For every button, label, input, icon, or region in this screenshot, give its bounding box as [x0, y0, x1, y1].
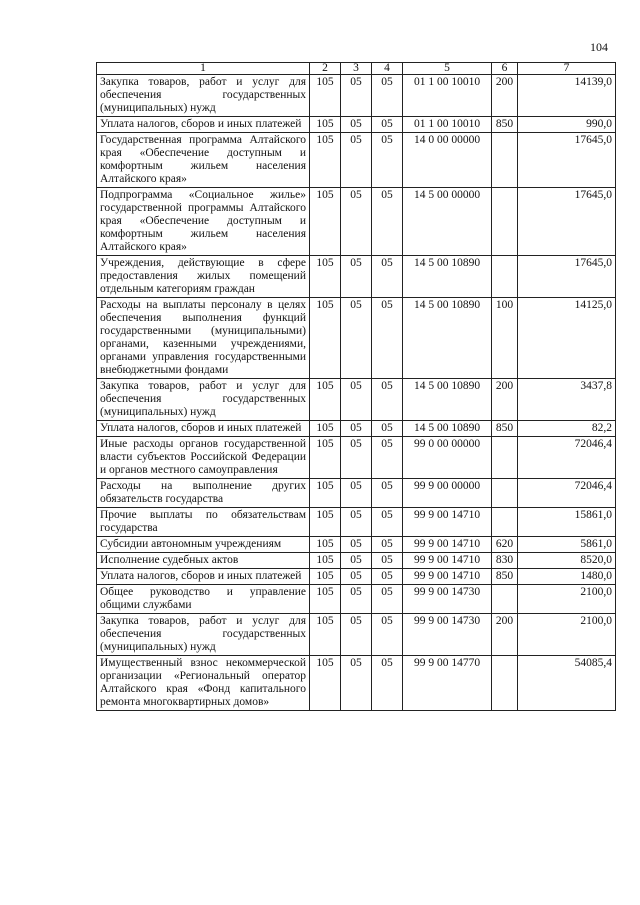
- amount-cell: 2100,0: [518, 614, 616, 656]
- target-article-cell: 99 9 00 14710: [403, 553, 492, 569]
- subsection-code-cell: 05: [372, 508, 403, 537]
- target-article-cell: 99 9 00 14710: [403, 508, 492, 537]
- section-code-cell: 05: [341, 553, 372, 569]
- ministry-code-cell: 105: [310, 569, 341, 585]
- expense-name-cell: Прочие выплаты по обязательствам государства: [97, 508, 310, 537]
- table-row: [97, 256, 616, 298]
- expense-name-cell: Расходы на выполнение других обязательств государства: [97, 479, 310, 508]
- table-row: [97, 508, 616, 537]
- expense-name-cell: Уплата налогов, сборов и иных платежей: [97, 117, 310, 133]
- ministry-code-cell: 105: [310, 117, 341, 133]
- target-article-cell: 99 0 00 00000: [403, 437, 492, 479]
- ministry-code-cell: 105: [310, 379, 341, 421]
- section-code-cell: 05: [341, 537, 372, 553]
- amount-cell: 1480,0: [518, 569, 616, 585]
- target-article-cell: 01 1 00 10010: [403, 75, 492, 117]
- expense-name-cell: Закупка товаров, работ и услуг для обеспечения государственных (муниципальных) нужд: [97, 75, 310, 117]
- target-article-cell: 99 9 00 14730: [403, 614, 492, 656]
- expense-type-cell: [492, 585, 518, 614]
- target-article-cell: 14 0 00 00000: [403, 133, 492, 188]
- table-row: [97, 553, 616, 569]
- expense-type-cell: [492, 133, 518, 188]
- subsection-code-cell: 05: [372, 75, 403, 117]
- table-row: [97, 75, 616, 117]
- amount-cell: 14125,0: [518, 298, 616, 379]
- column-number-row: [97, 63, 616, 75]
- ministry-code-cell: 105: [310, 437, 341, 479]
- table-row: [97, 188, 616, 256]
- amount-cell: 990,0: [518, 117, 616, 133]
- table-row: [97, 298, 616, 379]
- amount-cell: 54085,4: [518, 656, 616, 711]
- expense-name-cell: Уплата налогов, сборов и иных платежей: [97, 421, 310, 437]
- section-code-cell: 05: [341, 479, 372, 508]
- target-article-cell: 99 9 00 14710: [403, 537, 492, 553]
- expense-type-cell: [492, 656, 518, 711]
- section-code-cell: 05: [341, 421, 372, 437]
- ministry-code-cell: 105: [310, 553, 341, 569]
- section-code-cell: 05: [341, 256, 372, 298]
- ministry-code-cell: 105: [310, 188, 341, 256]
- page-number: 104: [590, 40, 608, 54]
- table-row: [97, 656, 616, 711]
- expense-name-cell: Государственная программа Алтайского края «Обеспечение доступным и комфортным жильем населения Алтайского края»: [97, 133, 310, 188]
- section-code-cell: 05: [341, 585, 372, 614]
- expense-type-cell: [492, 437, 518, 479]
- amount-cell: 14139,0: [518, 75, 616, 117]
- ministry-code-cell: 105: [310, 75, 341, 117]
- amount-cell: 82,2: [518, 421, 616, 437]
- table-row: [97, 537, 616, 553]
- amount-cell: 5861,0: [518, 537, 616, 553]
- ministry-code-cell: 105: [310, 133, 341, 188]
- target-article-cell: 14 5 00 10890: [403, 379, 492, 421]
- ministry-code-cell: 105: [310, 479, 341, 508]
- expense-type-cell: 850: [492, 117, 518, 133]
- expense-name-cell: Субсидии автономным учреждениям: [97, 537, 310, 553]
- section-code-cell: 05: [341, 75, 372, 117]
- subsection-code-cell: 05: [372, 117, 403, 133]
- section-code-cell: 05: [341, 437, 372, 479]
- expense-name-cell: Закупка товаров, работ и услуг для обеспечения государственных (муниципальных) нужд: [97, 614, 310, 656]
- subsection-code-cell: 05: [372, 569, 403, 585]
- expense-type-cell: 100: [492, 298, 518, 379]
- expense-name-cell: Иные расходы органов государственной власти субъектов Российской Федерации и органов местного самоуправления: [97, 437, 310, 479]
- section-code-cell: 05: [341, 508, 372, 537]
- subsection-code-cell: 05: [372, 298, 403, 379]
- target-article-cell: 14 5 00 10890: [403, 421, 492, 437]
- expense-type-cell: 200: [492, 614, 518, 656]
- expense-name-cell: Имущественный взнос некоммерческой организации «Региональный оператор Алтайского края «Фонд капитального ремонта многоквартирных домов»: [97, 656, 310, 711]
- subsection-code-cell: 05: [372, 553, 403, 569]
- expense-type-cell: 830: [492, 553, 518, 569]
- budget-table: [96, 62, 616, 711]
- subsection-code-cell: 05: [372, 188, 403, 256]
- ministry-code-cell: 105: [310, 421, 341, 437]
- column-header: 4: [372, 63, 403, 75]
- subsection-code-cell: 05: [372, 437, 403, 479]
- target-article-cell: 99 9 00 14730: [403, 585, 492, 614]
- amount-cell: 17645,0: [518, 133, 616, 188]
- expense-name-cell: Расходы на выплаты персоналу в целях обеспечения выполнения функций государственными (муниципальными) органами, казенными учреждениями, органами управления государственными внебюджетными фондами: [97, 298, 310, 379]
- column-header: 7: [518, 63, 616, 75]
- column-header: 3: [341, 63, 372, 75]
- subsection-code-cell: 05: [372, 479, 403, 508]
- expense-type-cell: 200: [492, 75, 518, 117]
- ministry-code-cell: 105: [310, 256, 341, 298]
- section-code-cell: 05: [341, 656, 372, 711]
- subsection-code-cell: 05: [372, 256, 403, 298]
- section-code-cell: 05: [341, 117, 372, 133]
- section-code-cell: 05: [341, 188, 372, 256]
- amount-cell: 15861,0: [518, 508, 616, 537]
- expense-type-cell: [492, 508, 518, 537]
- expense-name-cell: Подпрограмма «Социальное жилье» государственной программы Алтайского края «Обеспечение доступным и комфортным жильем населения Алтайского края»: [97, 188, 310, 256]
- ministry-code-cell: 105: [310, 585, 341, 614]
- target-article-cell: 99 9 00 14710: [403, 569, 492, 585]
- section-code-cell: 05: [341, 614, 372, 656]
- target-article-cell: 14 5 00 10890: [403, 256, 492, 298]
- table-row: [97, 614, 616, 656]
- amount-cell: 17645,0: [518, 256, 616, 298]
- column-header: 6: [492, 63, 518, 75]
- target-article-cell: 14 5 00 00000: [403, 188, 492, 256]
- expense-type-cell: [492, 479, 518, 508]
- section-code-cell: 05: [341, 569, 372, 585]
- subsection-code-cell: 05: [372, 585, 403, 614]
- table-row: [97, 117, 616, 133]
- section-code-cell: 05: [341, 379, 372, 421]
- expense-type-cell: [492, 188, 518, 256]
- expense-type-cell: 850: [492, 569, 518, 585]
- table-row: [97, 437, 616, 479]
- table-row: [97, 569, 616, 585]
- amount-cell: 72046,4: [518, 437, 616, 479]
- expense-type-cell: 620: [492, 537, 518, 553]
- ministry-code-cell: 105: [310, 298, 341, 379]
- subsection-code-cell: 05: [372, 614, 403, 656]
- expense-name-cell: Закупка товаров, работ и услуг для обеспечения государственных (муниципальных) нужд: [97, 379, 310, 421]
- target-article-cell: 14 5 00 10890: [403, 298, 492, 379]
- section-code-cell: 05: [341, 298, 372, 379]
- subsection-code-cell: 05: [372, 379, 403, 421]
- target-article-cell: 99 9 00 00000: [403, 479, 492, 508]
- amount-cell: 8520,0: [518, 553, 616, 569]
- ministry-code-cell: 105: [310, 614, 341, 656]
- table-row: [97, 585, 616, 614]
- expense-type-cell: 200: [492, 379, 518, 421]
- expense-name-cell: Учреждения, действующие в сфере предоставления жилых помещений отдельным категориям граждан: [97, 256, 310, 298]
- column-header: 2: [310, 63, 341, 75]
- subsection-code-cell: 05: [372, 656, 403, 711]
- expense-name-cell: Уплата налогов, сборов и иных платежей: [97, 569, 310, 585]
- subsection-code-cell: 05: [372, 133, 403, 188]
- expense-name-cell: Исполнение судебных актов: [97, 553, 310, 569]
- amount-cell: 3437,8: [518, 379, 616, 421]
- table-row: [97, 421, 616, 437]
- section-code-cell: 05: [341, 133, 372, 188]
- subsection-code-cell: 05: [372, 537, 403, 553]
- amount-cell: 2100,0: [518, 585, 616, 614]
- target-article-cell: 99 9 00 14770: [403, 656, 492, 711]
- ministry-code-cell: 105: [310, 656, 341, 711]
- column-header: 1: [97, 63, 310, 75]
- expense-type-cell: 850: [492, 421, 518, 437]
- amount-cell: 17645,0: [518, 188, 616, 256]
- target-article-cell: 01 1 00 10010: [403, 117, 492, 133]
- ministry-code-cell: 105: [310, 537, 341, 553]
- table-row: [97, 133, 616, 188]
- expense-name-cell: Общее руководство и управление общими службами: [97, 585, 310, 614]
- table-row: [97, 479, 616, 508]
- expense-type-cell: [492, 256, 518, 298]
- amount-cell: 72046,4: [518, 479, 616, 508]
- ministry-code-cell: 105: [310, 508, 341, 537]
- subsection-code-cell: 05: [372, 421, 403, 437]
- table-row: [97, 379, 616, 421]
- column-header: 5: [403, 63, 492, 75]
